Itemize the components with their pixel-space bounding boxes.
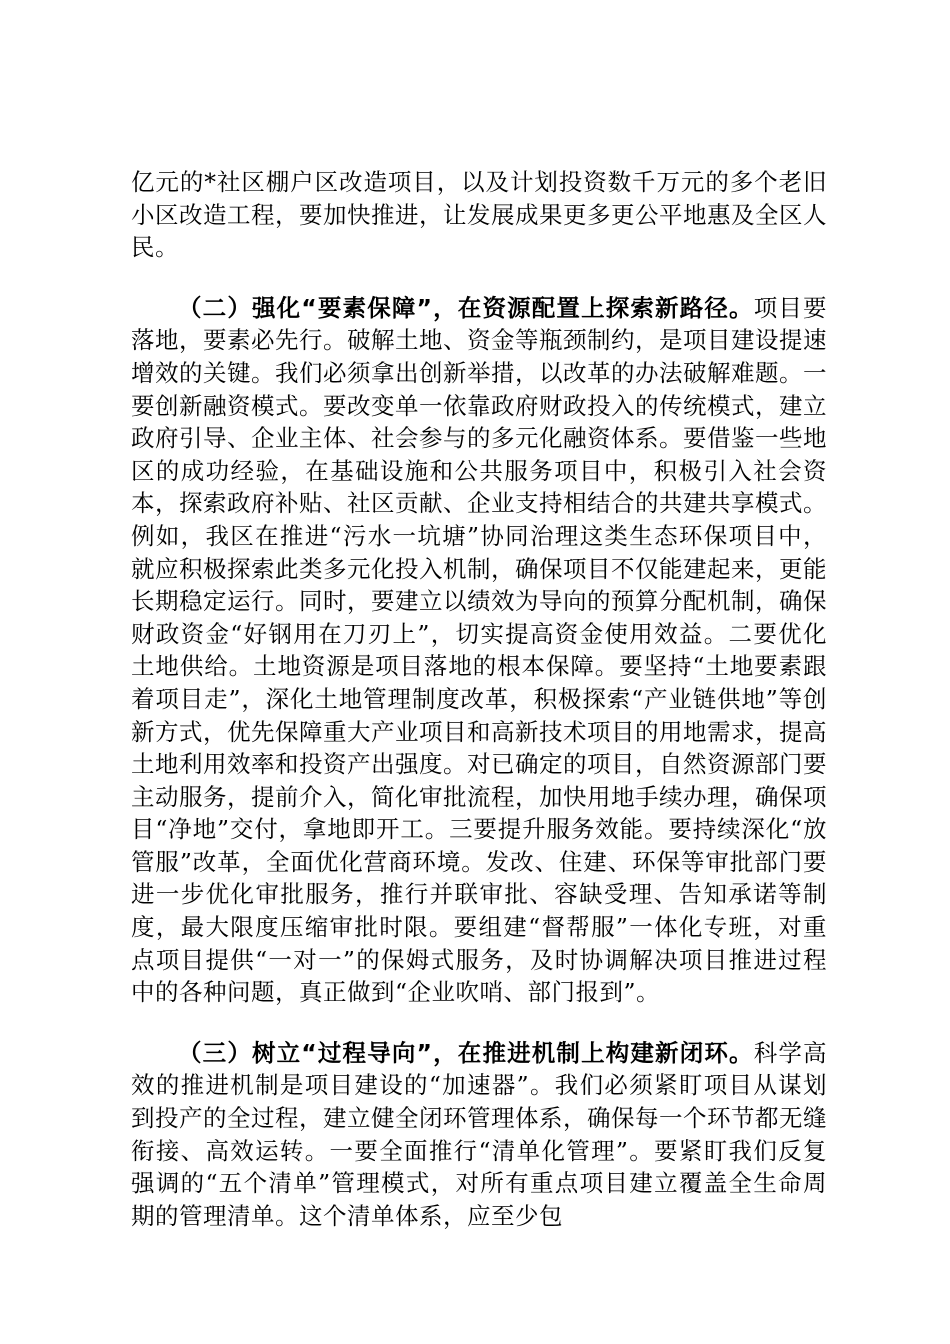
paragraph-continuation xyxy=(131,166,827,264)
document-page xyxy=(131,166,827,1232)
paragraph-section-2 xyxy=(131,292,827,1009)
section-2-body: 项目要落地，要素必先行。破解土地、资金等瓶颈制约，是项目建设提速增效的关键。我们必须拿出创新举措，以改革的办法破解难题。一要创新融资模式。要改变单一依靠政府财政投入的传统模式，建立政府引导、企业主体、社会参与的多元化融资体系。要借鉴一些地区的成功经验，在基础设施和公共服务项目中，积极引入社会资本，探索政府补贴、社区贡献、企业支持相结合的共建共享模式。例如，我区在推进“污水一坑塘”协同治理这类生态环保项目中，就应积极探索此类多元化投入机制，确保项目不仅能建起来，更能长期稳定运行。同时，要建立以绩效为导向的预算分配机制，确保财政资金“好钢用在刀刃上”，切实提高资金使用效益。二要优化土地供给。土地资源是项目落地的根本保障。要坚持“土地要素跟着项目走”，深化土地管理制度改革，积极探索“产业链供地”等创新方式，优先保障重大产业项目和高新技术项目的用地需求，提高土地利用效率和投资产出强度。对已确定的项目，自然资源部门要主动服务，提前介入，简化审批流程，加快用地手续办理，确保项目“净地”交付，拿地即开工。三要提升服务效能。要持续深化“放管服”改革，全面优化营商环境。发改、住建、环保等审批部门要进一步优化审批服务，推行并联审批、容缺受理、告知承诺等制度，最大限度压缩审批时限。要组建“督帮服”一体化专班，对重点项目提供“一对一”的保姆式服务，及时协调解决项目推进过程中的各种问题，真正做到“企业吹哨、部门报到”。 xyxy=(131,293,828,1007)
paragraph-gap xyxy=(131,264,827,292)
paragraph-section-3 xyxy=(131,1037,827,1233)
section-3-body: 科学高效的推进机制是项目建设的“加速器”。我们必须紧盯项目从谋划到投产的全过程，建立健全闭环管理体系，确保每一个环节都无缝衔接、高效运转。一要全面推行“清单化管理”。要紧盯我们反复强调的“五个清单”管理模式，对所有重点项目建立覆盖全生命周期的管理清单。这个清单体系，应至少包 xyxy=(131,1038,828,1230)
section-2-heading: （二）强化“要素保障”，在资源配置上探索新路径。 xyxy=(178,293,754,322)
paragraph-1-text: 亿元的*社区棚户区改造项目，以及计划投资数千万元的多个老旧小区改造工程，要加快推进，让发展成果更多更公平地惠及全区人民。 xyxy=(131,168,827,262)
paragraph-gap xyxy=(131,1009,827,1037)
section-3-heading: （三）树立“过程导向”，在推进机制上构建新闭环。 xyxy=(178,1038,754,1067)
